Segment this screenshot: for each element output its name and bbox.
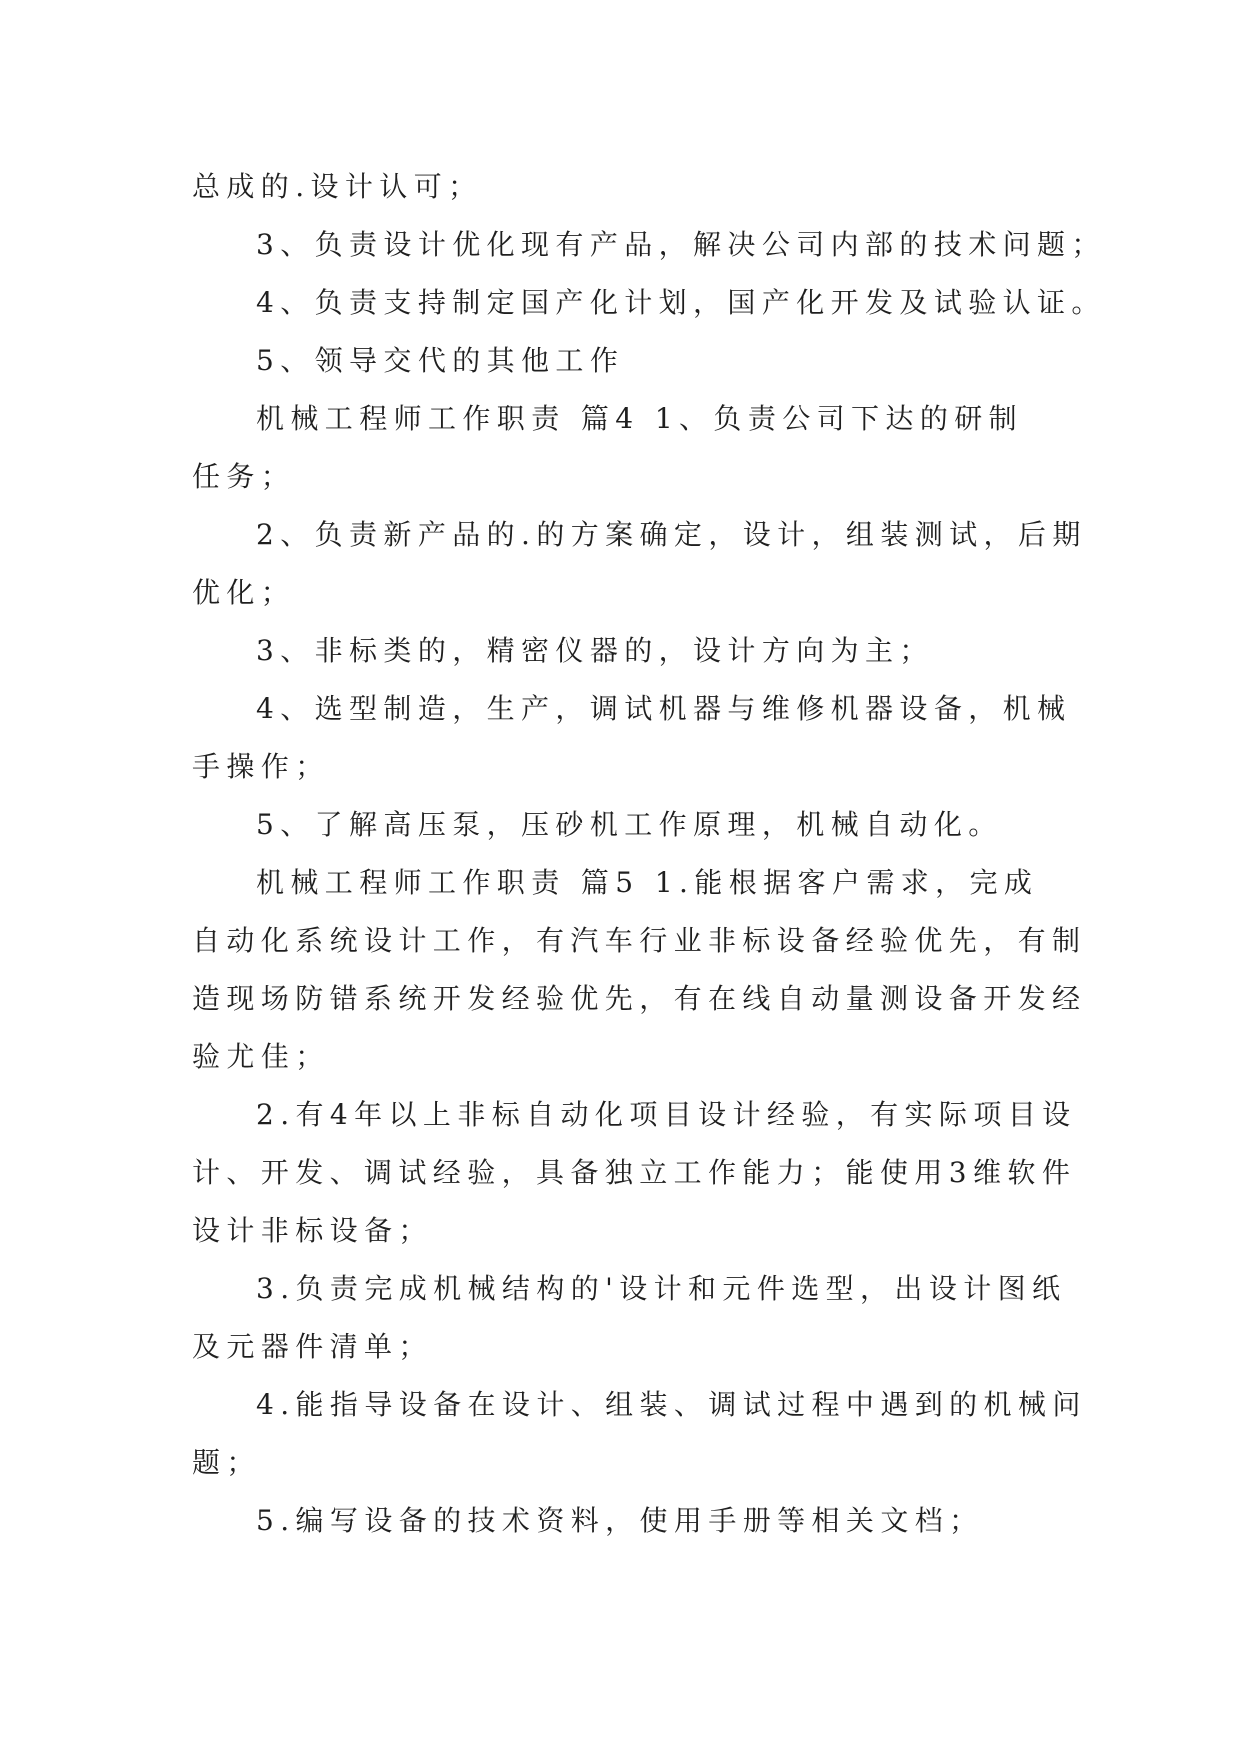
text-line: 4、负责支持制定国产化计划，国产化开发及试验认证。 [256,286,1106,319]
text-line: 2.有4年以上非标自动化项目设计经验，有实际项目设 [256,1098,1077,1131]
text-line: 4、选型制造，生产，调试机器与维修机器设备，机械 [256,692,1072,725]
text-line: 5.编写设备的技术资料，使用手册等相关文档； [256,1504,984,1537]
section-heading-line: 机械工程师工作职责 篇4 1、负责公司下达的研制 [256,402,1024,435]
text-line: 设计非标设备； [192,1214,433,1247]
text-line: 任务； [192,460,296,493]
text-line: 5、了解高压泵，压砂机工作原理，机械自动化。 [256,808,1003,841]
text-line: 及元器件清单； [192,1330,433,1363]
text-line: 造现场防错系统开发经验优先，有在线自动量测设备开发经 [192,982,1087,1015]
text-line: 2、负责新产品的.的方案确定，设计，组装测试，后期 [256,518,1087,551]
text-line: 5、领导交代的其他工作 [256,344,625,377]
text-line: 题； [192,1446,261,1479]
text-line: 3、负责设计优化现有产品，解决公司内部的技术问题； [256,228,1106,261]
section-heading-line: 机械工程师工作职责 篇5 1.能根据客户需求，完成 [256,866,1039,899]
text-line: 3、非标类的，精密仪器的，设计方向为主； [256,634,934,667]
document-body [192,158,1106,1550]
text-line: 4.能指导设备在设计、组装、调试过程中遇到的机械问 [256,1388,1087,1421]
text-line: 自动化系统设计工作，有汽车行业非标设备经验优先，有制 [192,924,1087,957]
text-line: 计、开发、调试经验，具备独立工作能力；能使用3维软件 [192,1156,1077,1189]
text-line: 3.负责完成机械结构的'设计和元件选型，出设计图纸 [256,1272,1067,1305]
text-line: 手操作； [192,750,330,783]
text-line: 验尤佳； [192,1040,330,1073]
text-line: 优化； [192,576,296,609]
text-line: 总成的.设计认可； [192,170,483,203]
